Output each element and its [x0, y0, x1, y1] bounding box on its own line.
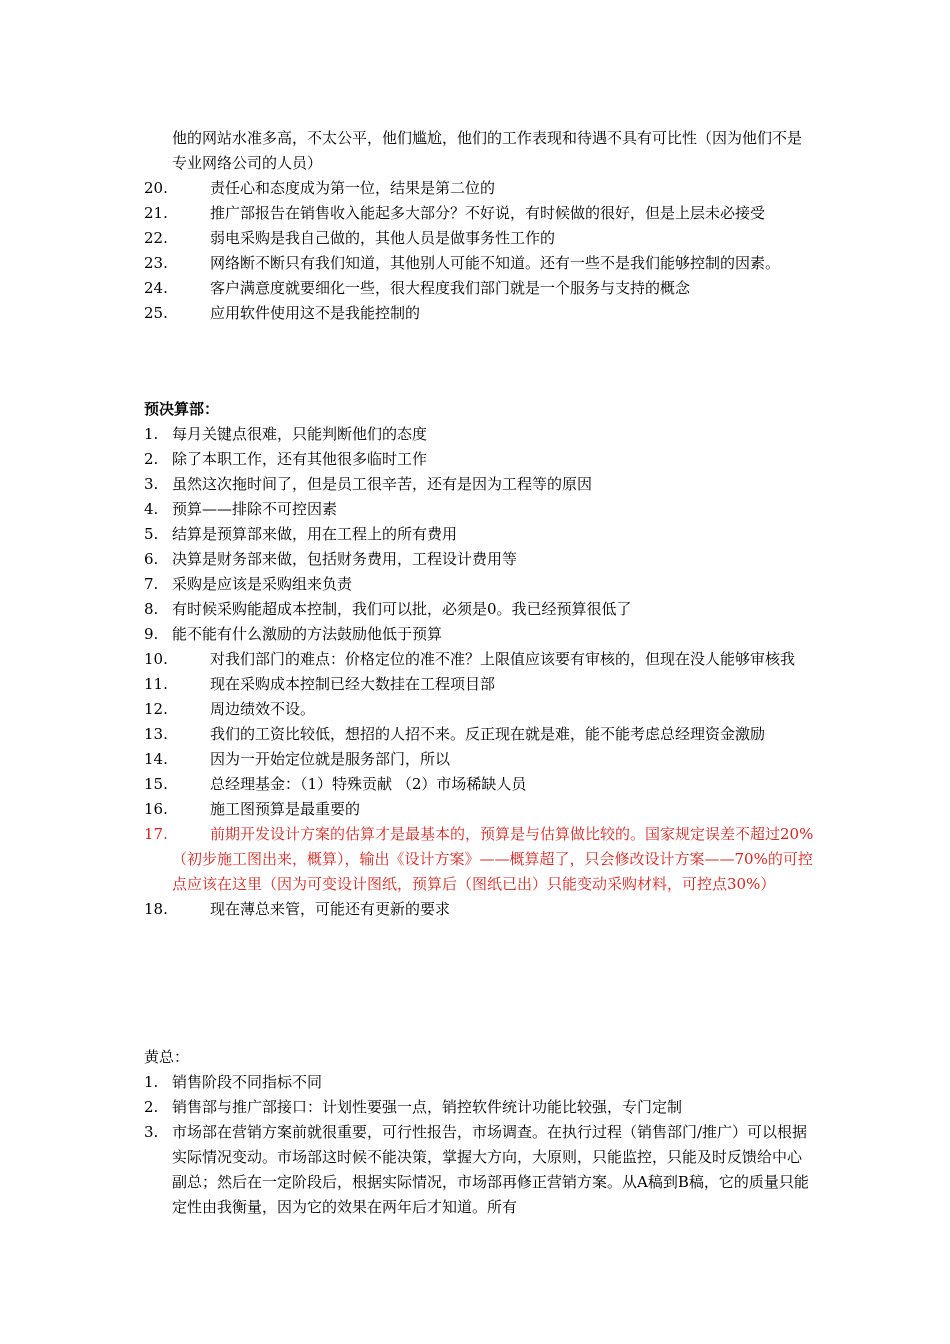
list-item [144, 276, 814, 301]
section-huang [144, 1045, 814, 1220]
list-number: 11. [144, 675, 168, 693]
list-item [144, 472, 814, 497]
list-number: 14. [144, 750, 168, 768]
list-number: 18. [144, 900, 168, 918]
section-budget-dept [144, 397, 814, 922]
list-text: 前期开发设计方案的估算才是最基本的，预算是与估算做比较的。国家规定误差不超过20%（初步施工图出来，概算），输出《设计方案》——概算超了，只会修改设计方案——70%的可控点应该在这里（因为可变设计图纸，预算后（图纸已出）只能变动采购材料，可控点30%） [172, 825, 814, 893]
list-number: 4. [144, 500, 159, 518]
list-item-highlighted [144, 822, 814, 897]
list-number: 2. [144, 1098, 159, 1116]
list-text: 有时候采购能超成本控制，我们可以批，必须是0。我已经预算很低了 [172, 600, 632, 618]
list-text: 现在采购成本控制已经大数挂在工程项目部 [210, 675, 496, 693]
list-text: 我们的工资比较低，想招的人招不来。反正现在就是难，能不能考虑总经理资金激励 [210, 725, 766, 743]
list-item [144, 422, 814, 447]
list-number: 25. [144, 304, 168, 322]
list-text: 除了本职工作，还有其他很多临时工作 [172, 450, 428, 468]
list-number: 3. [144, 475, 159, 493]
list-number: 13. [144, 725, 168, 743]
list-number: 1. [144, 425, 159, 443]
list-item [144, 622, 814, 647]
list-text: 采购是应该是采购组来负责 [172, 575, 353, 593]
list-item [144, 251, 814, 276]
list-item [144, 697, 814, 722]
list-text: 弱电采购是我自己做的，其他人员是做事务性工作的 [210, 229, 556, 247]
list-text: 销售阶段不同指标不同 [172, 1073, 323, 1091]
list-item [144, 1120, 814, 1220]
list-item [144, 497, 814, 522]
list-number: 16. [144, 800, 168, 818]
list-number: 7. [144, 575, 159, 593]
list-text: 客户满意度就要细化一些，很大程度我们部门就是一个服务与支持的概念 [210, 279, 691, 297]
list-number: 8. [144, 600, 159, 618]
list-text: 决算是财务部来做，包括财务费用，工程设计费用等 [172, 550, 518, 568]
list-number: 12. [144, 700, 168, 718]
list-item [144, 672, 814, 697]
list-text: 周边绩效不设。 [210, 700, 316, 718]
list-text: 虽然这次拖时间了，但是员工很辛苦，还有是因为工程等的原因 [172, 475, 593, 493]
list-text: 每月关键点很难，只能判断他们的态度 [172, 425, 428, 443]
list-text: 网络断不断只有我们知道，其他别人可能不知道。还有一些不是我们能够控制的因素。 [210, 254, 781, 272]
list-item [144, 301, 814, 326]
list-text: 能不能有什么激励的方法鼓励他低于预算 [172, 625, 443, 643]
list-text: 结算是预算部来做，用在工程上的所有费用 [172, 525, 458, 543]
list-item [144, 447, 814, 472]
section-network-dept [144, 126, 814, 326]
list-text: 责任心和态度成为第一位，结果是第二位的 [210, 179, 496, 197]
list-text: 现在薄总来管，可能还有更新的要求 [210, 900, 451, 918]
list-number: 5. [144, 525, 159, 543]
list-number: 22. [144, 229, 168, 247]
list-item [144, 572, 814, 597]
list-number: 9. [144, 625, 159, 643]
list-number: 24. [144, 279, 168, 297]
list-text: 市场部在营销方案前就很重要，可行性报告，市场调查。在执行过程（销售部门/推广）可以根据实际情况变动。市场部这时候不能决策，掌握大方向，大原则，只能监控，只能及时反馈给中心副总；然后在一定阶段后，根据实际情况，市场部再修正营销方案。从A稿到B稿，它的质量只能定性由我衡量，因为它的效果在两年后才知道。所有 [172, 1123, 809, 1216]
section-heading: 黄总： [144, 1048, 190, 1066]
list-item [144, 176, 814, 201]
list-text: 推广部报告在销售收入能起多大部分？不好说，有时候做的很好，但是上层未必接受 [210, 204, 766, 222]
list-text: 对我们部门的难点：价格定位的准不准？上限值应该要有审核的，但现在没人能够审核我 [210, 650, 796, 668]
list-item [144, 647, 814, 672]
list-number: 23. [144, 254, 168, 272]
list-number: 3. [144, 1123, 159, 1141]
list-number: 15. [144, 775, 168, 793]
list-item [144, 772, 814, 797]
continued-paragraph: 他的网站水准多高，不太公平，他们尴尬，他们的工作表现和待遇不具有可比性（因为他们不是专业网络公司的人员） [172, 129, 803, 172]
list-number: 17. [144, 825, 168, 843]
list-text: 总经理基金：（1）特殊贡献 （2）市场稀缺人员 [210, 775, 527, 793]
section-heading: 预决算部： [144, 400, 220, 418]
list-number: 6. [144, 550, 159, 568]
list-item [144, 1070, 814, 1095]
list-text: 应用软件使用这不是我能控制的 [210, 304, 421, 322]
list-number: 10. [144, 650, 168, 668]
list-text: 预算——排除不可控因素 [172, 500, 338, 518]
list-text: 施工图预算是最重要的 [210, 800, 361, 818]
list-text: 销售部与推广部接口：计划性要强一点，销控软件统计功能比较强，专门定制 [172, 1098, 683, 1116]
list-item [144, 797, 814, 822]
list-item [144, 547, 814, 572]
list-text: 因为一开始定位就是服务部门，所以 [210, 750, 451, 768]
list-number: 2. [144, 450, 159, 468]
list-item [144, 897, 814, 922]
list-number: 21. [144, 204, 168, 222]
list-item [144, 747, 814, 772]
list-item [144, 226, 814, 251]
list-item [144, 722, 814, 747]
list-item [144, 1095, 814, 1120]
list-item [144, 522, 814, 547]
list-item [144, 201, 814, 226]
list-number: 1. [144, 1073, 159, 1091]
list-number: 20. [144, 179, 168, 197]
list-item [144, 597, 814, 622]
